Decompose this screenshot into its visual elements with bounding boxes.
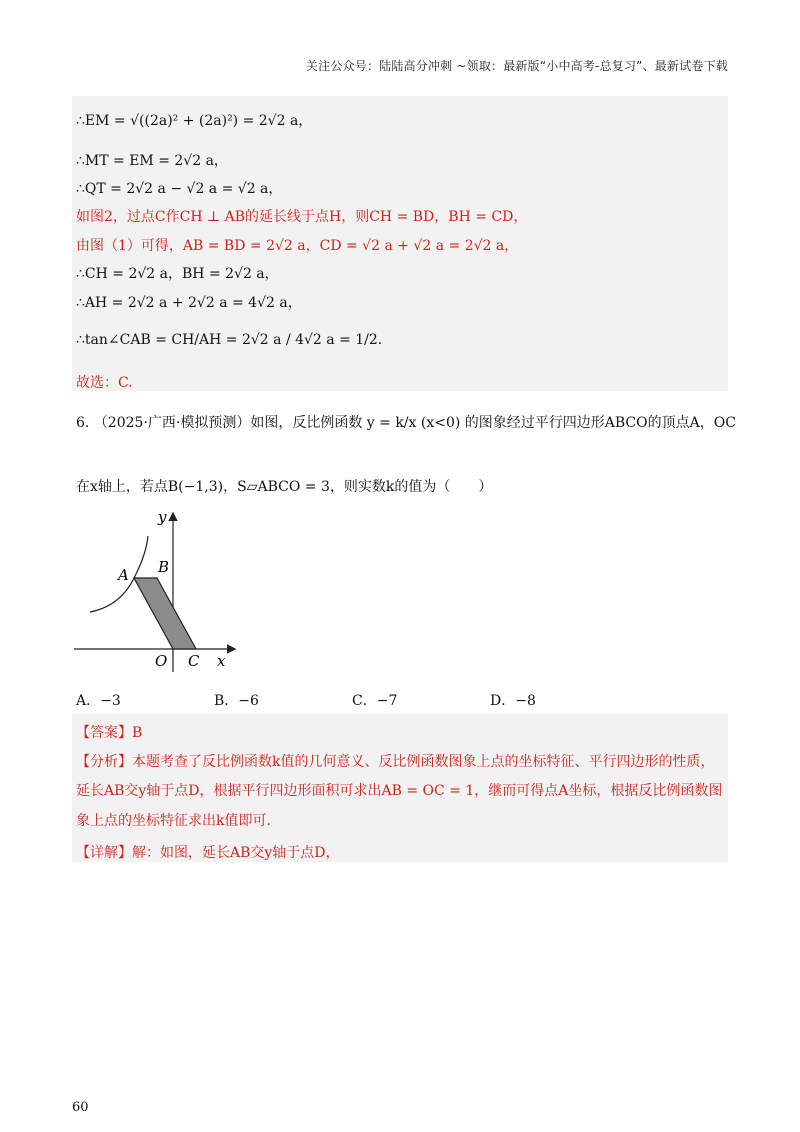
solution-line-2: ∴MT = EM = 2√2 a，	[76, 153, 228, 169]
solution-line-6: ∴CH = 2√2 a，BH = 2√2 a，	[76, 266, 279, 282]
solution-line-8: ∴tan∠CAB = CH/AH = 2√2 a / 4√2 a = 1/2.	[76, 332, 383, 348]
solution-line-9: 故选：C.	[76, 375, 133, 391]
page-number: 60	[72, 1100, 89, 1115]
option-d: D．−8	[490, 693, 536, 709]
analysis-line-2: 延长AB交y轴于点D，根据平行四边形面积可求出AB = OC = 1，继而可得点A坐标，根据反比例函数图	[76, 783, 723, 799]
question-line-1: 6. （2025·广西·模拟预测）如图，反比例函数 y = k/x (x<0) 的图象经过平行四边形ABCO的顶点A，OC	[76, 415, 736, 431]
analysis-line-1: 【分析】本题考查了反比例函数k值的几何意义、反比例函数图象上点的坐标特征、平行四边形的性质，	[76, 754, 715, 770]
solution-line-4: 如图2，过点C作CH ⊥ AB的延长线于点H，则CH = BD，BH = CD，	[76, 209, 528, 225]
option-c: C．−7	[352, 693, 398, 709]
label-b: B	[158, 558, 170, 576]
parallelogram-figure	[72, 506, 242, 676]
detail-line: 【详解】解：如图，延长AB交y轴于点D，	[76, 845, 340, 861]
question-line-2: 在x轴上，若点B(−1,3)，S▱ABCO = 3，则实数k的值为（ ）	[76, 479, 493, 495]
solution-line-7: ∴AH = 2√2 a + 2√2 a = 4√2 a，	[76, 295, 302, 311]
label-x: x	[217, 652, 226, 670]
answer-line: 【答案】B	[76, 725, 143, 741]
solution-line-3: ∴QT = 2√2 a − √2 a = √2 a，	[76, 181, 283, 197]
label-y: y	[158, 508, 167, 526]
solution-line-5: 由图（1）可得，AB = BD = 2√2 a，CD = √2 a + √2 a = 2√2 a，	[76, 238, 519, 254]
label-a: A	[118, 566, 129, 584]
page-header: 关注公众号：陆陆高分冲刺 ~领取：最新版“小中高考-总复习”、最新试卷下载	[305, 59, 728, 73]
parallelogram-abco	[134, 578, 196, 649]
label-c: C	[188, 652, 200, 670]
label-o: O	[155, 652, 168, 670]
solution-line-1: ∴EM = √((2a)² + (2a)²) = 2√2 a，	[76, 113, 313, 129]
option-a: A．−3	[76, 693, 121, 709]
option-b: B．−6	[214, 693, 259, 709]
analysis-line-3: 象上点的坐标特征求出k值即可.	[76, 813, 271, 829]
